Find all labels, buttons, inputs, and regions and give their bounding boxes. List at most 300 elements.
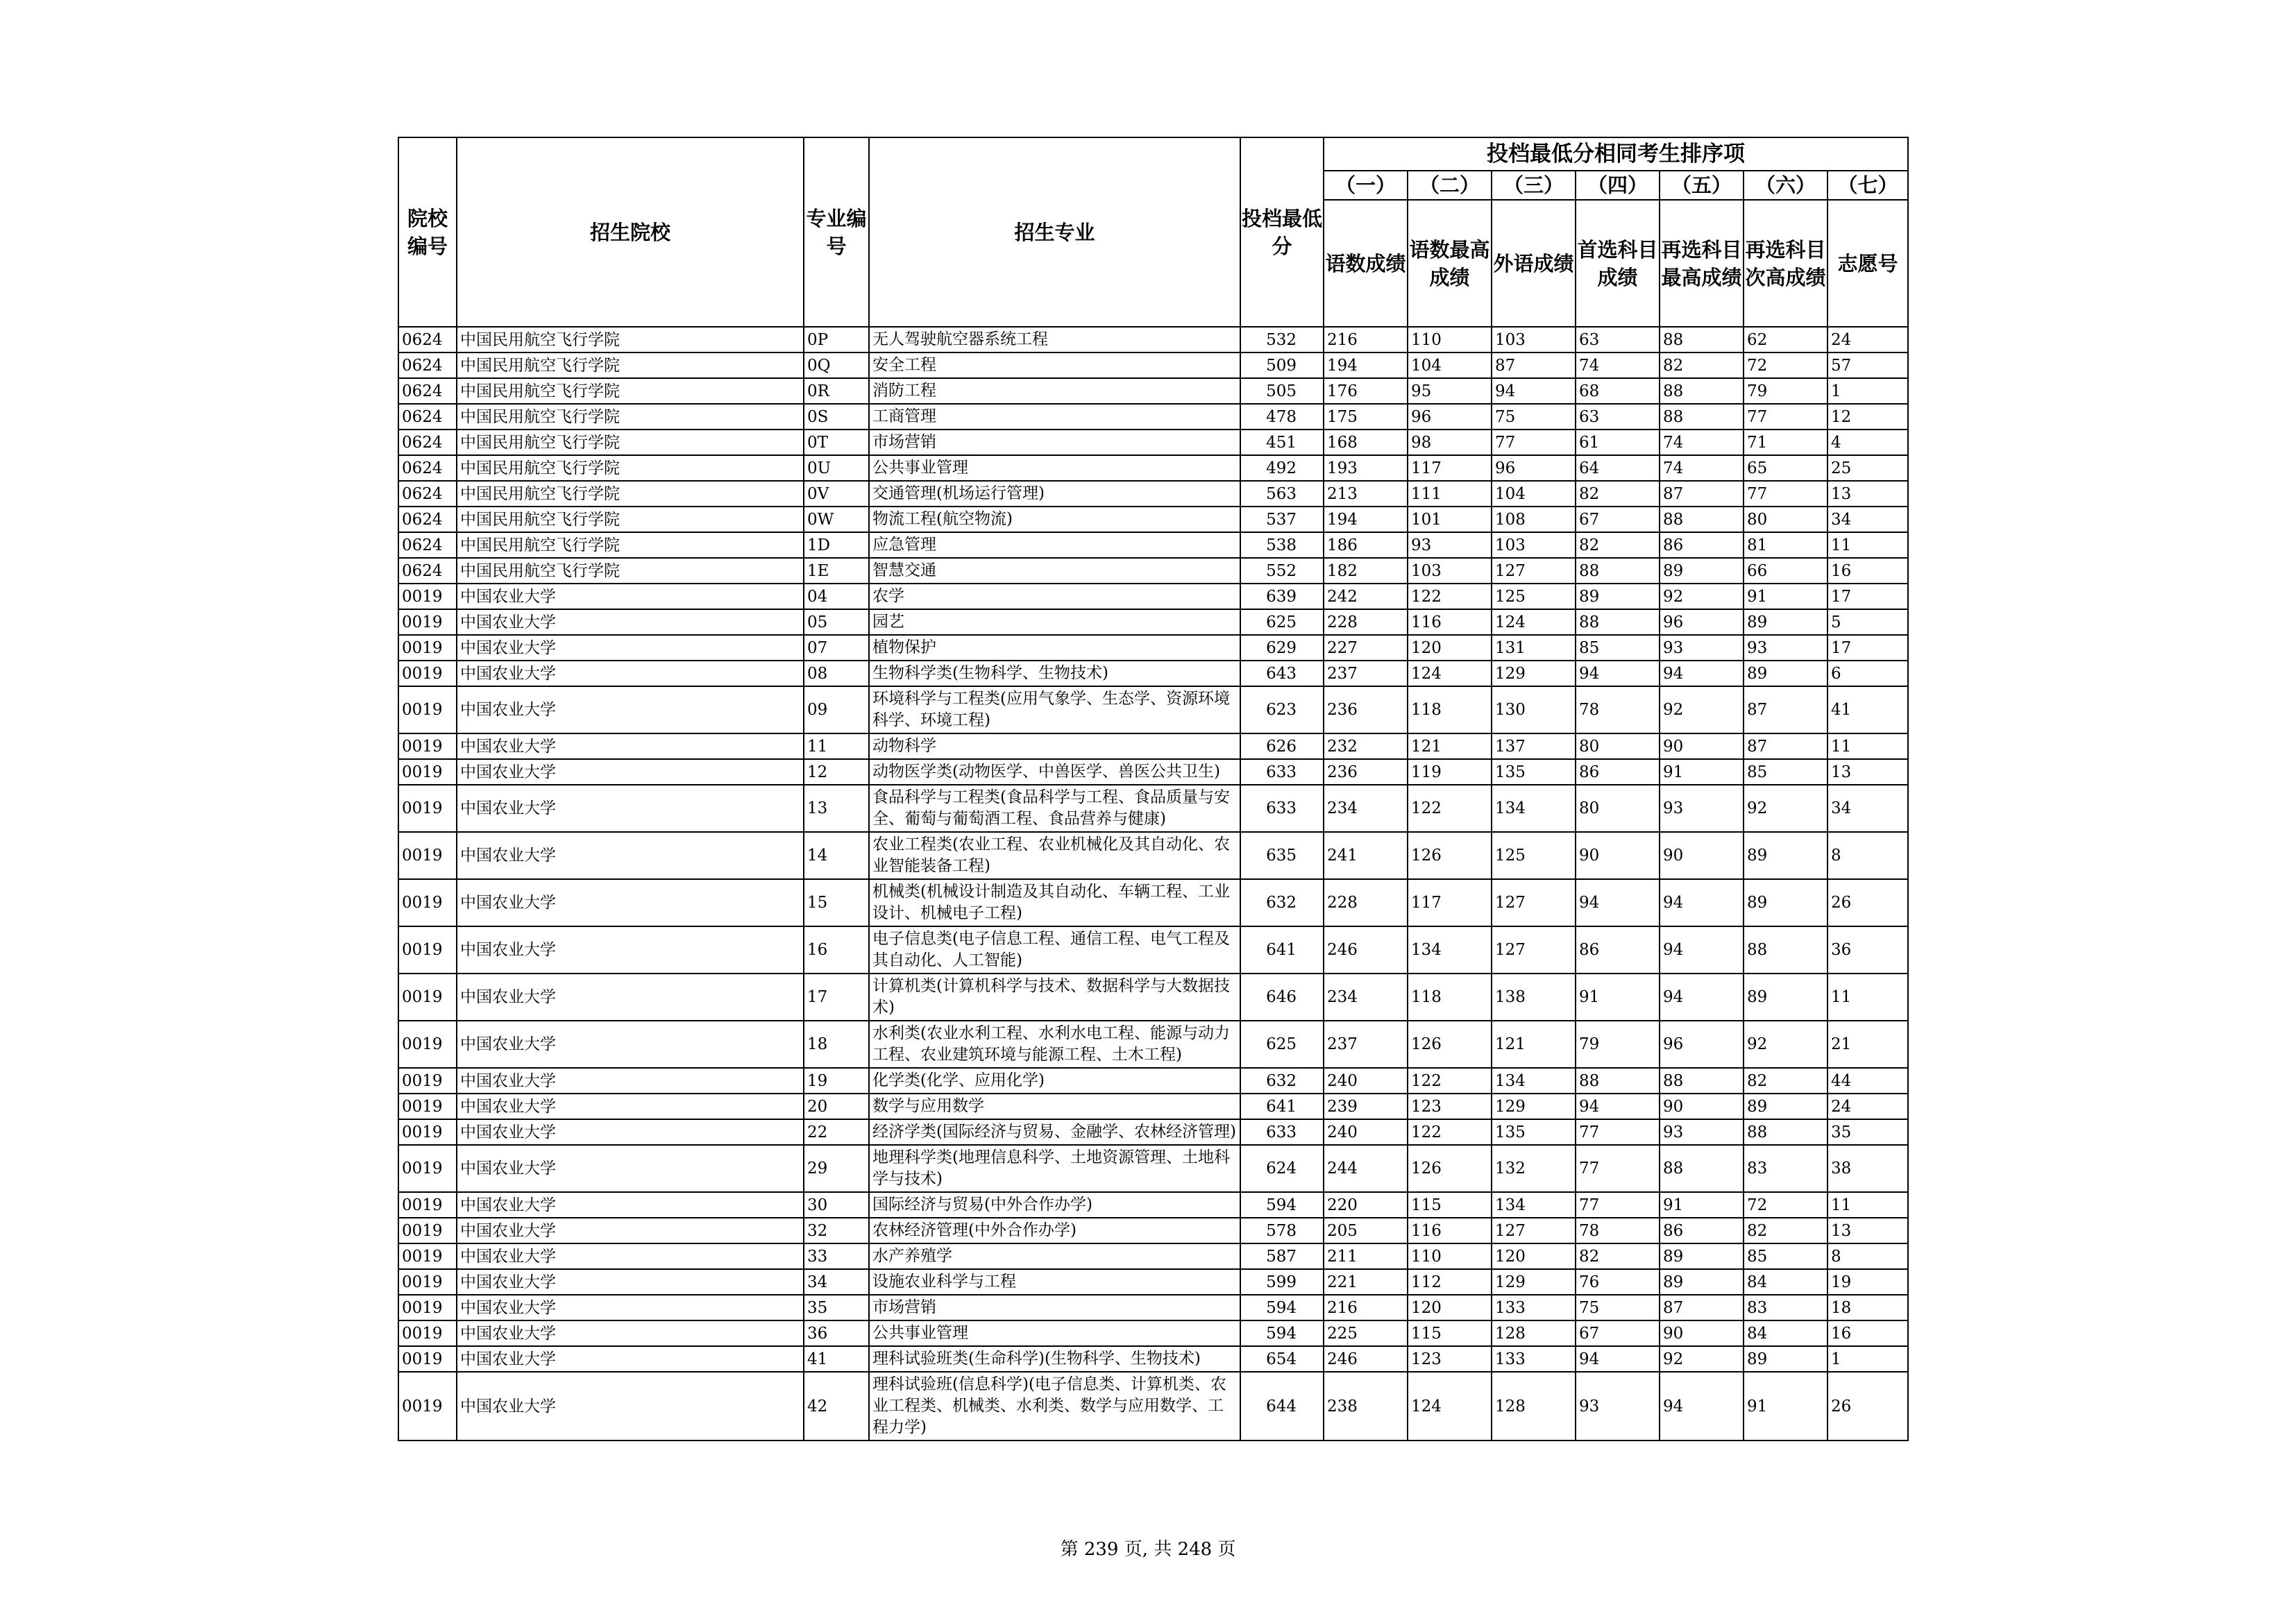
- tiebreak-1-cell: 240: [1324, 1119, 1408, 1145]
- tiebreak-4-cell: 94: [1576, 879, 1660, 926]
- major-code-cell: 0P: [804, 327, 869, 352]
- tiebreak-4-cell: 94: [1576, 661, 1660, 686]
- tiebreak-2-cell: 110: [1408, 1243, 1492, 1269]
- school-code-cell: 0624: [398, 352, 457, 378]
- school-name-cell: 中国农业大学: [457, 584, 804, 609]
- min-score-cell: 563: [1240, 481, 1324, 507]
- tiebreak-5-cell: 88: [1660, 378, 1744, 404]
- tiebreak-1-cell: 238: [1324, 1372, 1408, 1441]
- tiebreak-5-cell: 94: [1660, 879, 1744, 926]
- tiebreak-6-cell: 83: [1744, 1145, 1827, 1192]
- tiebreak-3-cell: 134: [1492, 1192, 1576, 1218]
- tiebreak-7-cell: 21: [1827, 1021, 1908, 1068]
- tiebreak-1-cell: 232: [1324, 733, 1408, 759]
- major-code-cell: 1D: [804, 532, 869, 558]
- min-score-cell: 532: [1240, 327, 1324, 352]
- school-code-cell: 0624: [398, 481, 457, 507]
- school-name-cell: 中国农业大学: [457, 609, 804, 635]
- major-name-cell: 安全工程: [869, 352, 1240, 378]
- tiebreak-4-cell: 77: [1576, 1192, 1660, 1218]
- tiebreak-5-cell: 92: [1660, 584, 1744, 609]
- tiebreak-6-cell: 89: [1744, 661, 1827, 686]
- tiebreak-6-cell: 92: [1744, 785, 1827, 832]
- tiebreak-3-cell: 135: [1492, 1119, 1576, 1145]
- tiebreak-5-cell: 87: [1660, 481, 1744, 507]
- major-code-cell: 13: [804, 785, 869, 832]
- major-name-cell: 设施农业科学与工程: [869, 1269, 1240, 1295]
- header-tiebreak-item-7: 志愿号: [1827, 200, 1908, 327]
- school-name-cell: 中国民用航空飞行学院: [457, 455, 804, 481]
- major-code-cell: 16: [804, 926, 869, 974]
- school-code-cell: 0624: [398, 378, 457, 404]
- major-name-cell: 水利类(农业水利工程、水利水电工程、能源与动力工程、农业建筑环境与能源工程、土木工程): [869, 1021, 1240, 1068]
- school-name-cell: 中国民用航空飞行学院: [457, 507, 804, 532]
- tiebreak-3-cell: 77: [1492, 430, 1576, 455]
- major-name-cell: 理科试验班类(生命科学)(生物科学、生物技术): [869, 1346, 1240, 1372]
- tiebreak-2-cell: 122: [1408, 1119, 1492, 1145]
- table-row: [398, 1145, 1908, 1192]
- tiebreak-1-cell: 194: [1324, 507, 1408, 532]
- table-row: [398, 584, 1908, 609]
- major-name-cell: 工商管理: [869, 404, 1240, 430]
- tiebreak-2-cell: 123: [1408, 1346, 1492, 1372]
- tiebreak-6-cell: 91: [1744, 1372, 1827, 1441]
- tiebreak-2-cell: 124: [1408, 661, 1492, 686]
- tiebreak-2-cell: 112: [1408, 1269, 1492, 1295]
- tiebreak-1-cell: 213: [1324, 481, 1408, 507]
- tiebreak-6-cell: 92: [1744, 1021, 1827, 1068]
- min-score-cell: 643: [1240, 661, 1324, 686]
- tiebreak-6-cell: 85: [1744, 1243, 1827, 1269]
- tiebreak-1-cell: 225: [1324, 1320, 1408, 1346]
- tiebreak-1-cell: 234: [1324, 974, 1408, 1021]
- tiebreak-4-cell: 61: [1576, 430, 1660, 455]
- tiebreak-5-cell: 88: [1660, 404, 1744, 430]
- tiebreak-3-cell: 94: [1492, 378, 1576, 404]
- major-name-cell: 农林经济管理(中外合作办学): [869, 1218, 1240, 1243]
- tiebreak-1-cell: 246: [1324, 1346, 1408, 1372]
- min-score-cell: 626: [1240, 733, 1324, 759]
- tiebreak-6-cell: 89: [1744, 1346, 1827, 1372]
- school-name-cell: 中国农业大学: [457, 1021, 804, 1068]
- school-code-cell: 0019: [398, 1119, 457, 1145]
- tiebreak-6-cell: 82: [1744, 1218, 1827, 1243]
- table-row: [398, 686, 1908, 733]
- tiebreak-7-cell: 13: [1827, 759, 1908, 785]
- major-name-cell: 物流工程(航空物流): [869, 507, 1240, 532]
- tiebreak-7-cell: 13: [1827, 481, 1908, 507]
- tiebreak-2-cell: 101: [1408, 507, 1492, 532]
- tiebreak-6-cell: 66: [1744, 558, 1827, 584]
- tiebreak-1-cell: 246: [1324, 926, 1408, 974]
- tiebreak-6-cell: 84: [1744, 1269, 1827, 1295]
- min-score-cell: 478: [1240, 404, 1324, 430]
- major-name-cell: 计算机类(计算机科学与技术、数据科学与大数据技术): [869, 974, 1240, 1021]
- header-school-code: 院校编号: [398, 137, 457, 327]
- tiebreak-4-cell: 80: [1576, 785, 1660, 832]
- header-tiebreak-num-1: （一）: [1324, 171, 1408, 200]
- major-code-cell: 18: [804, 1021, 869, 1068]
- school-code-cell: 0624: [398, 558, 457, 584]
- tiebreak-6-cell: 80: [1744, 507, 1827, 532]
- major-code-cell: 19: [804, 1068, 869, 1094]
- table-row: [398, 404, 1908, 430]
- tiebreak-7-cell: 34: [1827, 507, 1908, 532]
- school-name-cell: 中国农业大学: [457, 733, 804, 759]
- school-code-cell: 0019: [398, 1068, 457, 1094]
- tiebreak-4-cell: 78: [1576, 1218, 1660, 1243]
- tiebreak-7-cell: 25: [1827, 455, 1908, 481]
- tiebreak-4-cell: 74: [1576, 352, 1660, 378]
- school-name-cell: 中国农业大学: [457, 974, 804, 1021]
- tiebreak-1-cell: 234: [1324, 785, 1408, 832]
- tiebreak-4-cell: 85: [1576, 635, 1660, 661]
- school-code-cell: 0019: [398, 686, 457, 733]
- tiebreak-7-cell: 8: [1827, 1243, 1908, 1269]
- tiebreak-3-cell: 127: [1492, 1218, 1576, 1243]
- tiebreak-6-cell: 79: [1744, 378, 1827, 404]
- table-row: [398, 1021, 1908, 1068]
- tiebreak-6-cell: 84: [1744, 1320, 1827, 1346]
- tiebreak-7-cell: 26: [1827, 879, 1908, 926]
- tiebreak-4-cell: 63: [1576, 327, 1660, 352]
- min-score-cell: 505: [1240, 378, 1324, 404]
- major-code-cell: 20: [804, 1094, 869, 1119]
- tiebreak-7-cell: 34: [1827, 785, 1908, 832]
- major-code-cell: 09: [804, 686, 869, 733]
- tiebreak-7-cell: 24: [1827, 1094, 1908, 1119]
- tiebreak-4-cell: 91: [1576, 974, 1660, 1021]
- school-name-cell: 中国农业大学: [457, 1269, 804, 1295]
- table-row: [398, 661, 1908, 686]
- min-score-cell: 599: [1240, 1269, 1324, 1295]
- school-code-cell: 0019: [398, 584, 457, 609]
- tiebreak-4-cell: 88: [1576, 1068, 1660, 1094]
- tiebreak-6-cell: 89: [1744, 832, 1827, 879]
- tiebreak-1-cell: 194: [1324, 352, 1408, 378]
- table-row: [398, 378, 1908, 404]
- table-row: [398, 1068, 1908, 1094]
- table-row: [398, 1269, 1908, 1295]
- school-name-cell: 中国民用航空飞行学院: [457, 532, 804, 558]
- tiebreak-5-cell: 93: [1660, 1119, 1744, 1145]
- tiebreak-6-cell: 85: [1744, 759, 1827, 785]
- table-row: [398, 879, 1908, 926]
- tiebreak-4-cell: 77: [1576, 1119, 1660, 1145]
- tiebreak-1-cell: 221: [1324, 1269, 1408, 1295]
- tiebreak-2-cell: 103: [1408, 558, 1492, 584]
- tiebreak-5-cell: 82: [1660, 352, 1744, 378]
- school-name-cell: 中国民用航空飞行学院: [457, 481, 804, 507]
- tiebreak-6-cell: 77: [1744, 481, 1827, 507]
- tiebreak-7-cell: 11: [1827, 532, 1908, 558]
- tiebreak-3-cell: 96: [1492, 455, 1576, 481]
- major-name-cell: 农业工程类(农业工程、农业机械化及其自动化、农业智能装备工程): [869, 832, 1240, 879]
- tiebreak-5-cell: 90: [1660, 1320, 1744, 1346]
- tiebreak-4-cell: 79: [1576, 1021, 1660, 1068]
- school-code-cell: 0019: [398, 926, 457, 974]
- min-score-cell: 623: [1240, 686, 1324, 733]
- tiebreak-5-cell: 88: [1660, 1145, 1744, 1192]
- tiebreak-4-cell: 82: [1576, 1243, 1660, 1269]
- tiebreak-7-cell: 24: [1827, 327, 1908, 352]
- tiebreak-5-cell: 89: [1660, 1243, 1744, 1269]
- tiebreak-4-cell: 80: [1576, 733, 1660, 759]
- tiebreak-4-cell: 75: [1576, 1295, 1660, 1320]
- tiebreak-2-cell: 126: [1408, 1145, 1492, 1192]
- tiebreak-4-cell: 86: [1576, 926, 1660, 974]
- school-name-cell: 中国农业大学: [457, 1243, 804, 1269]
- school-code-cell: 0019: [398, 1218, 457, 1243]
- min-score-cell: 632: [1240, 879, 1324, 926]
- tiebreak-5-cell: 90: [1660, 832, 1744, 879]
- school-code-cell: 0624: [398, 430, 457, 455]
- school-name-cell: 中国农业大学: [457, 832, 804, 879]
- tiebreak-1-cell: 186: [1324, 532, 1408, 558]
- tiebreak-5-cell: 94: [1660, 926, 1744, 974]
- major-name-cell: 应急管理: [869, 532, 1240, 558]
- major-code-cell: 08: [804, 661, 869, 686]
- tiebreak-3-cell: 128: [1492, 1372, 1576, 1441]
- school-code-cell: 0624: [398, 327, 457, 352]
- school-name-cell: 中国农业大学: [457, 879, 804, 926]
- tiebreak-3-cell: 132: [1492, 1145, 1576, 1192]
- tiebreak-7-cell: 16: [1827, 1320, 1908, 1346]
- major-code-cell: 0Q: [804, 352, 869, 378]
- header-min-score: 投档最低分: [1240, 137, 1324, 327]
- tiebreak-4-cell: 88: [1576, 609, 1660, 635]
- table-row: [398, 1295, 1908, 1320]
- header-major-name: 招生专业: [869, 137, 1240, 327]
- major-code-cell: 35: [804, 1295, 869, 1320]
- tiebreak-3-cell: 120: [1492, 1243, 1576, 1269]
- major-name-cell: 农学: [869, 584, 1240, 609]
- min-score-cell: 624: [1240, 1145, 1324, 1192]
- min-score-cell: 644: [1240, 1372, 1324, 1441]
- tiebreak-2-cell: 110: [1408, 327, 1492, 352]
- major-name-cell: 理科试验班(信息科学)(电子信息类、计算机类、农业工程类、机械类、水利类、数学与应用数学、工程力学): [869, 1372, 1240, 1441]
- tiebreak-2-cell: 95: [1408, 378, 1492, 404]
- tiebreak-6-cell: 89: [1744, 609, 1827, 635]
- school-name-cell: 中国农业大学: [457, 686, 804, 733]
- tiebreak-3-cell: 124: [1492, 609, 1576, 635]
- tiebreak-3-cell: 135: [1492, 759, 1576, 785]
- school-code-cell: 0019: [398, 1320, 457, 1346]
- school-name-cell: 中国农业大学: [457, 785, 804, 832]
- min-score-cell: 625: [1240, 1021, 1324, 1068]
- header-tiebreak-item-6: 再选科目次高成绩: [1744, 200, 1827, 327]
- tiebreak-7-cell: 26: [1827, 1372, 1908, 1441]
- tiebreak-3-cell: 134: [1492, 785, 1576, 832]
- tiebreak-2-cell: 120: [1408, 1295, 1492, 1320]
- tiebreak-3-cell: 127: [1492, 558, 1576, 584]
- major-name-cell: 化学类(化学、应用化学): [869, 1068, 1240, 1094]
- tiebreak-5-cell: 88: [1660, 1068, 1744, 1094]
- min-score-cell: 509: [1240, 352, 1324, 378]
- tiebreak-2-cell: 121: [1408, 733, 1492, 759]
- major-name-cell: 国际经济与贸易(中外合作办学): [869, 1192, 1240, 1218]
- tiebreak-4-cell: 67: [1576, 1320, 1660, 1346]
- tiebreak-1-cell: 220: [1324, 1192, 1408, 1218]
- min-score-cell: 594: [1240, 1320, 1324, 1346]
- school-code-cell: 0019: [398, 635, 457, 661]
- tiebreak-1-cell: 176: [1324, 378, 1408, 404]
- tiebreak-5-cell: 74: [1660, 430, 1744, 455]
- major-name-cell: 公共事业管理: [869, 455, 1240, 481]
- major-name-cell: 机械类(机械设计制造及其自动化、车辆工程、工业设计、机械电子工程): [869, 879, 1240, 926]
- tiebreak-3-cell: 133: [1492, 1295, 1576, 1320]
- tiebreak-2-cell: 115: [1408, 1320, 1492, 1346]
- tiebreak-7-cell: 5: [1827, 609, 1908, 635]
- tiebreak-3-cell: 125: [1492, 832, 1576, 879]
- tiebreak-7-cell: 1: [1827, 1346, 1908, 1372]
- school-code-cell: 0019: [398, 1021, 457, 1068]
- school-code-cell: 0019: [398, 609, 457, 635]
- major-name-cell: 环境科学与工程类(应用气象学、生态学、资源环境科学、环境工程): [869, 686, 1240, 733]
- major-code-cell: 0U: [804, 455, 869, 481]
- tiebreak-1-cell: 240: [1324, 1068, 1408, 1094]
- table-row: [398, 832, 1908, 879]
- tiebreak-2-cell: 122: [1408, 1068, 1492, 1094]
- table-body: [398, 327, 1908, 1441]
- tiebreak-3-cell: 121: [1492, 1021, 1576, 1068]
- tiebreak-6-cell: 93: [1744, 635, 1827, 661]
- header-tiebreak-num-3: （三）: [1492, 171, 1576, 200]
- tiebreak-4-cell: 82: [1576, 481, 1660, 507]
- min-score-cell: 492: [1240, 455, 1324, 481]
- header-school-name: 招生院校: [457, 137, 804, 327]
- tiebreak-3-cell: 103: [1492, 532, 1576, 558]
- major-name-cell: 交通管理(机场运行管理): [869, 481, 1240, 507]
- header-tiebreak-num-7: （七）: [1827, 171, 1908, 200]
- major-code-cell: 1E: [804, 558, 869, 584]
- tiebreak-6-cell: 87: [1744, 733, 1827, 759]
- school-code-cell: 0019: [398, 733, 457, 759]
- tiebreak-3-cell: 87: [1492, 352, 1576, 378]
- major-code-cell: 34: [804, 1269, 869, 1295]
- major-name-cell: 食品科学与工程类(食品科学与工程、食品质量与安全、葡萄与葡萄酒工程、食品营养与健康): [869, 785, 1240, 832]
- tiebreak-6-cell: 89: [1744, 1094, 1827, 1119]
- tiebreak-5-cell: 90: [1660, 733, 1744, 759]
- tiebreak-2-cell: 118: [1408, 974, 1492, 1021]
- tiebreak-3-cell: 128: [1492, 1320, 1576, 1346]
- tiebreak-7-cell: 17: [1827, 635, 1908, 661]
- tiebreak-6-cell: 88: [1744, 926, 1827, 974]
- min-score-cell: 538: [1240, 532, 1324, 558]
- min-score-cell: 633: [1240, 1119, 1324, 1145]
- major-code-cell: 0T: [804, 430, 869, 455]
- school-code-cell: 0019: [398, 1243, 457, 1269]
- school-code-cell: 0019: [398, 1192, 457, 1218]
- tiebreak-5-cell: 90: [1660, 1094, 1744, 1119]
- min-score-cell: 641: [1240, 1094, 1324, 1119]
- tiebreak-3-cell: 133: [1492, 1346, 1576, 1372]
- table-row: [398, 481, 1908, 507]
- table-row: [398, 1119, 1908, 1145]
- tiebreak-7-cell: 38: [1827, 1145, 1908, 1192]
- tiebreak-3-cell: 129: [1492, 661, 1576, 686]
- tiebreak-5-cell: 87: [1660, 1295, 1744, 1320]
- tiebreak-6-cell: 83: [1744, 1295, 1827, 1320]
- header-tiebreak-title: 投档最低分相同考生排序项: [1324, 137, 1908, 171]
- tiebreak-1-cell: 228: [1324, 609, 1408, 635]
- tiebreak-6-cell: 82: [1744, 1068, 1827, 1094]
- tiebreak-5-cell: 94: [1660, 661, 1744, 686]
- min-score-cell: 635: [1240, 832, 1324, 879]
- major-code-cell: 0V: [804, 481, 869, 507]
- major-code-cell: 41: [804, 1346, 869, 1372]
- tiebreak-3-cell: 104: [1492, 481, 1576, 507]
- tiebreak-7-cell: 17: [1827, 584, 1908, 609]
- major-name-cell: 动物科学: [869, 733, 1240, 759]
- tiebreak-6-cell: 72: [1744, 1192, 1827, 1218]
- school-name-cell: 中国民用航空飞行学院: [457, 327, 804, 352]
- tiebreak-4-cell: 77: [1576, 1145, 1660, 1192]
- major-code-cell: 42: [804, 1372, 869, 1441]
- tiebreak-5-cell: 96: [1660, 1021, 1744, 1068]
- major-name-cell: 生物科学类(生物科学、生物技术): [869, 661, 1240, 686]
- tiebreak-3-cell: 130: [1492, 686, 1576, 733]
- tiebreak-2-cell: 134: [1408, 926, 1492, 974]
- major-code-cell: 32: [804, 1218, 869, 1243]
- tiebreak-3-cell: 134: [1492, 1068, 1576, 1094]
- tiebreak-3-cell: 127: [1492, 879, 1576, 926]
- major-name-cell: 市场营销: [869, 430, 1240, 455]
- tiebreak-2-cell: 104: [1408, 352, 1492, 378]
- tiebreak-2-cell: 119: [1408, 759, 1492, 785]
- min-score-cell: 646: [1240, 974, 1324, 1021]
- major-name-cell: 动物医学类(动物医学、中兽医学、兽医公共卫生): [869, 759, 1240, 785]
- tiebreak-5-cell: 86: [1660, 1218, 1744, 1243]
- tiebreak-7-cell: 44: [1827, 1068, 1908, 1094]
- tiebreak-1-cell: 205: [1324, 1218, 1408, 1243]
- min-score-cell: 633: [1240, 785, 1324, 832]
- school-name-cell: 中国农业大学: [457, 661, 804, 686]
- header-tiebreak-item-3: 外语成绩: [1492, 200, 1576, 327]
- major-code-cell: 15: [804, 879, 869, 926]
- header-tiebreak-item-2: 语数最高成绩: [1408, 200, 1492, 327]
- tiebreak-2-cell: 117: [1408, 879, 1492, 926]
- min-score-cell: 537: [1240, 507, 1324, 532]
- tiebreak-7-cell: 19: [1827, 1269, 1908, 1295]
- school-code-cell: 0624: [398, 455, 457, 481]
- tiebreak-5-cell: 91: [1660, 1192, 1744, 1218]
- major-code-cell: 0S: [804, 404, 869, 430]
- school-name-cell: 中国农业大学: [457, 926, 804, 974]
- tiebreak-7-cell: 11: [1827, 974, 1908, 1021]
- tiebreak-1-cell: 236: [1324, 759, 1408, 785]
- tiebreak-2-cell: 116: [1408, 609, 1492, 635]
- tiebreak-4-cell: 64: [1576, 455, 1660, 481]
- tiebreak-7-cell: 16: [1827, 558, 1908, 584]
- table-row: [398, 558, 1908, 584]
- major-code-cell: 0W: [804, 507, 869, 532]
- header-tiebreak-item-1: 语数成绩: [1324, 200, 1408, 327]
- table-row: [398, 785, 1908, 832]
- major-name-cell: 地理科学类(地理信息科学、土地资源管理、土地科学与技术): [869, 1145, 1240, 1192]
- header-tiebreak-num-2: （二）: [1408, 171, 1492, 200]
- tiebreak-4-cell: 78: [1576, 686, 1660, 733]
- school-name-cell: 中国农业大学: [457, 1094, 804, 1119]
- table-row: [398, 532, 1908, 558]
- table-row: [398, 759, 1908, 785]
- tiebreak-6-cell: 89: [1744, 879, 1827, 926]
- major-code-cell: 12: [804, 759, 869, 785]
- tiebreak-4-cell: 89: [1576, 584, 1660, 609]
- tiebreak-2-cell: 93: [1408, 532, 1492, 558]
- tiebreak-4-cell: 86: [1576, 759, 1660, 785]
- school-code-cell: 0019: [398, 1372, 457, 1441]
